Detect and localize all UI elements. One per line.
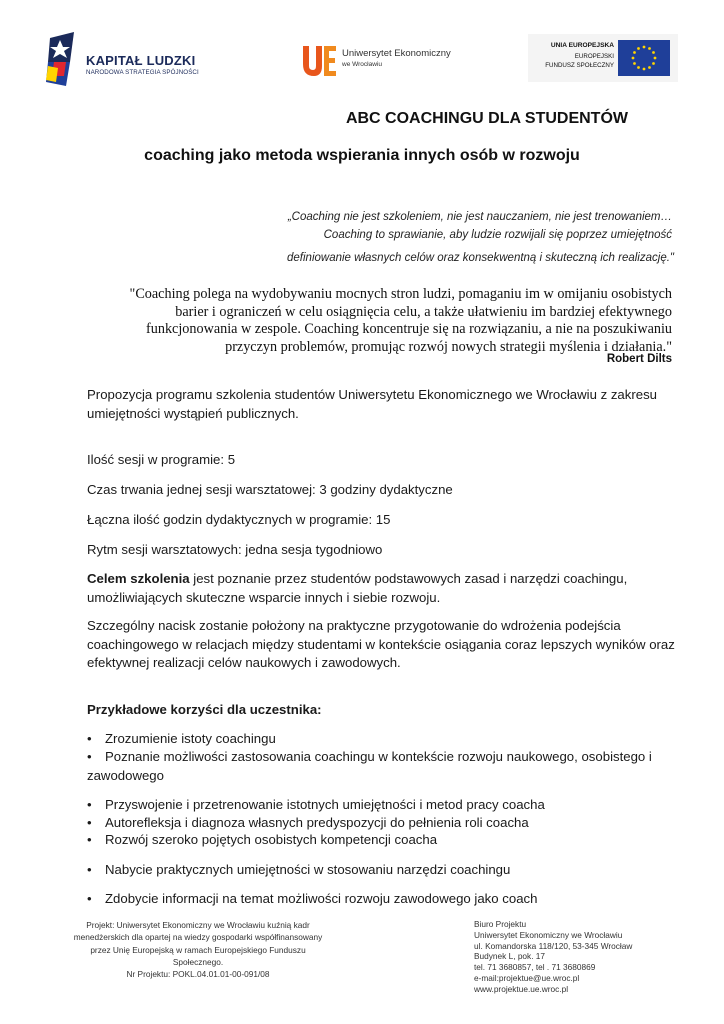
footer-left-line: Społecznego. (172, 956, 224, 967)
benefit-text: Poznanie możliwości zastosowania coachingu w kontekście rozwoju naukowego, osobistego i zawodowego (87, 749, 652, 783)
page-title: ABC COACHINGU DLA STUDENTÓW (345, 110, 628, 127)
dilts-quote: "Coaching polega na wydobywaniu mocnych stron ludzi, pomaganiu im w omijaniu osobistych barier i ograniczeń w celu osiągnięcia celu, a także ułatwieniu im bardziej efektywnego funkcjonowania w zespole. Coaching koncentruje się na rozwiązaniu, a nie na poszukiwaniu przyczyn problemów, promując rozwój nowych strategii myślenia i działania." (129, 286, 672, 355)
list-item (87, 730, 677, 749)
university-city: we Wrocławiu (342, 61, 382, 68)
page-subtitle: coaching jako metoda wspierania innych osób w rozwoju (144, 147, 580, 164)
bullet-marker: • (87, 797, 92, 812)
footer-right-line: ul. Komandorska 118/120, 53-345 Wrocław (474, 940, 633, 951)
list-item (87, 890, 677, 909)
benefit-text: Zrozumienie istoty coachingu (105, 731, 276, 746)
eu-label-union: UNIA EUROPEJSKA (550, 42, 614, 49)
fact-total-hours: Łączna ilość godzin dydaktycznych w programie: 15 (87, 512, 391, 527)
benefit-text: Nabycie praktycznych umiejętności w stosowaniu narzędzi coachingu (105, 862, 511, 877)
footer-website-link[interactable]: www.projektue.ue.wroc.pl (474, 983, 569, 994)
footer-left-line: przez Unię Europejską w ramach Europejskiego Funduszu (90, 944, 306, 955)
footer-left-line: Projekt: Uniwersytet Ekonomiczny we Wrocławiu kuźnią kadr (86, 920, 310, 930)
fact-rhythm: Rytm sesji warsztatowych: jedna sesja tygodniowo (87, 542, 383, 557)
footer-left-line: Nr Projektu: POKL.04.01.01-00-091/08 (126, 969, 270, 980)
eu-flag-icon (618, 40, 670, 76)
bullet-marker: • (87, 731, 92, 746)
quote-author: Robert Dilts (606, 353, 672, 365)
footer-left-line: menedżerskich dla opartej na wiedzy gospodarki współfinansowany (73, 932, 323, 943)
benefit-text: Przyswojenie i przetrenowanie istotnych umiejętności i metod pracy coacha (105, 797, 545, 812)
footer-office-contact (474, 919, 632, 995)
university-name: Uniwersytet Ekonomiczny (342, 48, 451, 59)
benefit-text: Autorefleksja i diagnoza własnych predyspozycji do pełnienia roli coacha (105, 815, 529, 830)
bullet-marker: • (87, 749, 92, 764)
epigraph-line-1: „Coaching nie jest szkoleniem, nie jest nauczaniem, nie jest trenowaniem… (287, 211, 672, 223)
kapital-ludzki-emblem-icon (44, 32, 80, 88)
kapital-ludzki-title: KAPITAŁ LUDZKI (86, 53, 196, 68)
epigraph-line-3: definiowanie własnych celów oraz konsekwentną i skuteczną ich realizację." (287, 252, 674, 264)
list-item (87, 861, 677, 880)
list-item (87, 814, 677, 833)
epigraph-quote (288, 208, 672, 244)
intro-paragraph: Propozycja programu szkolenia studentów Uniwersytetu Ekonomicznego we Wrocławiu z zakresu umiejętności wystąpień publicznych. (87, 387, 658, 421)
footer-email-link[interactable]: e-mail:projektue@ue.wroc.pl (474, 972, 580, 983)
goal-text: jest poznanie przez studentów podstawowych zasad i narzędzi coachingu, umożliwiających skuteczne wsparcie innych i siebie rozwoju. (87, 571, 628, 605)
footer-right-line: Biuro Projektu (474, 919, 527, 929)
eu-label-european: EUROPEJSKI (574, 53, 614, 60)
fact-sessions: Ilość sesji w programie: 5 (87, 452, 236, 467)
list-item (87, 796, 677, 815)
goal-paragraph (87, 570, 677, 607)
eu-label-fund: FUNDUSZ SPOŁECZNY (545, 62, 614, 69)
emphasis-paragraph: Szczególny nacisk zostanie położony na praktyczne przygotowanie do wdrożenia podejścia coachingowego w relacjach między studentami w kontekście osiągania coraz lepszych wyników oraz efektywnej realizacji celów naukowych i zawodowych. (87, 618, 675, 670)
footer-right-line: Uniwersytet Ekonomiczny we Wrocławiu (474, 929, 623, 940)
footer-right-line: tel. 71 3680857, tel . 71 3680869 (474, 962, 596, 973)
ue-monogram-icon (300, 42, 338, 80)
university-logo (300, 40, 470, 84)
benefit-text: Zdobycie informacji na temat możliwości rozwoju zawodowego jako coach (105, 891, 538, 906)
bullet-marker: • (87, 862, 92, 877)
bullet-marker: • (87, 891, 92, 906)
epigraph-line-2: Coaching to sprawianie, aby ludzie rozwijali się poprzez umiejętność (323, 229, 672, 241)
benefits-heading: Przykładowe korzyści dla uczestnika: (87, 702, 322, 717)
fact-duration: Czas trwania jednej sesji warsztatowej: 3 godziny dydaktyczne (87, 482, 453, 497)
kapital-ludzki-logo (44, 32, 214, 88)
kapital-ludzki-subtitle: NARODOWA STRATEGIA SPÓJNOŚCI (86, 69, 199, 76)
goal-label: Celem szkolenia (87, 571, 190, 586)
footer-project-info (38, 919, 358, 980)
list-item (87, 831, 677, 850)
benefit-text: Rozwój szeroko pojętych osobistych kompetencji coacha (105, 832, 438, 847)
bullet-marker: • (87, 815, 92, 830)
list-item (87, 748, 677, 785)
footer-right-line: Budynek L, pok. 17 (474, 951, 546, 962)
eu-social-fund-logo (528, 34, 678, 82)
bullet-marker: • (87, 832, 92, 847)
